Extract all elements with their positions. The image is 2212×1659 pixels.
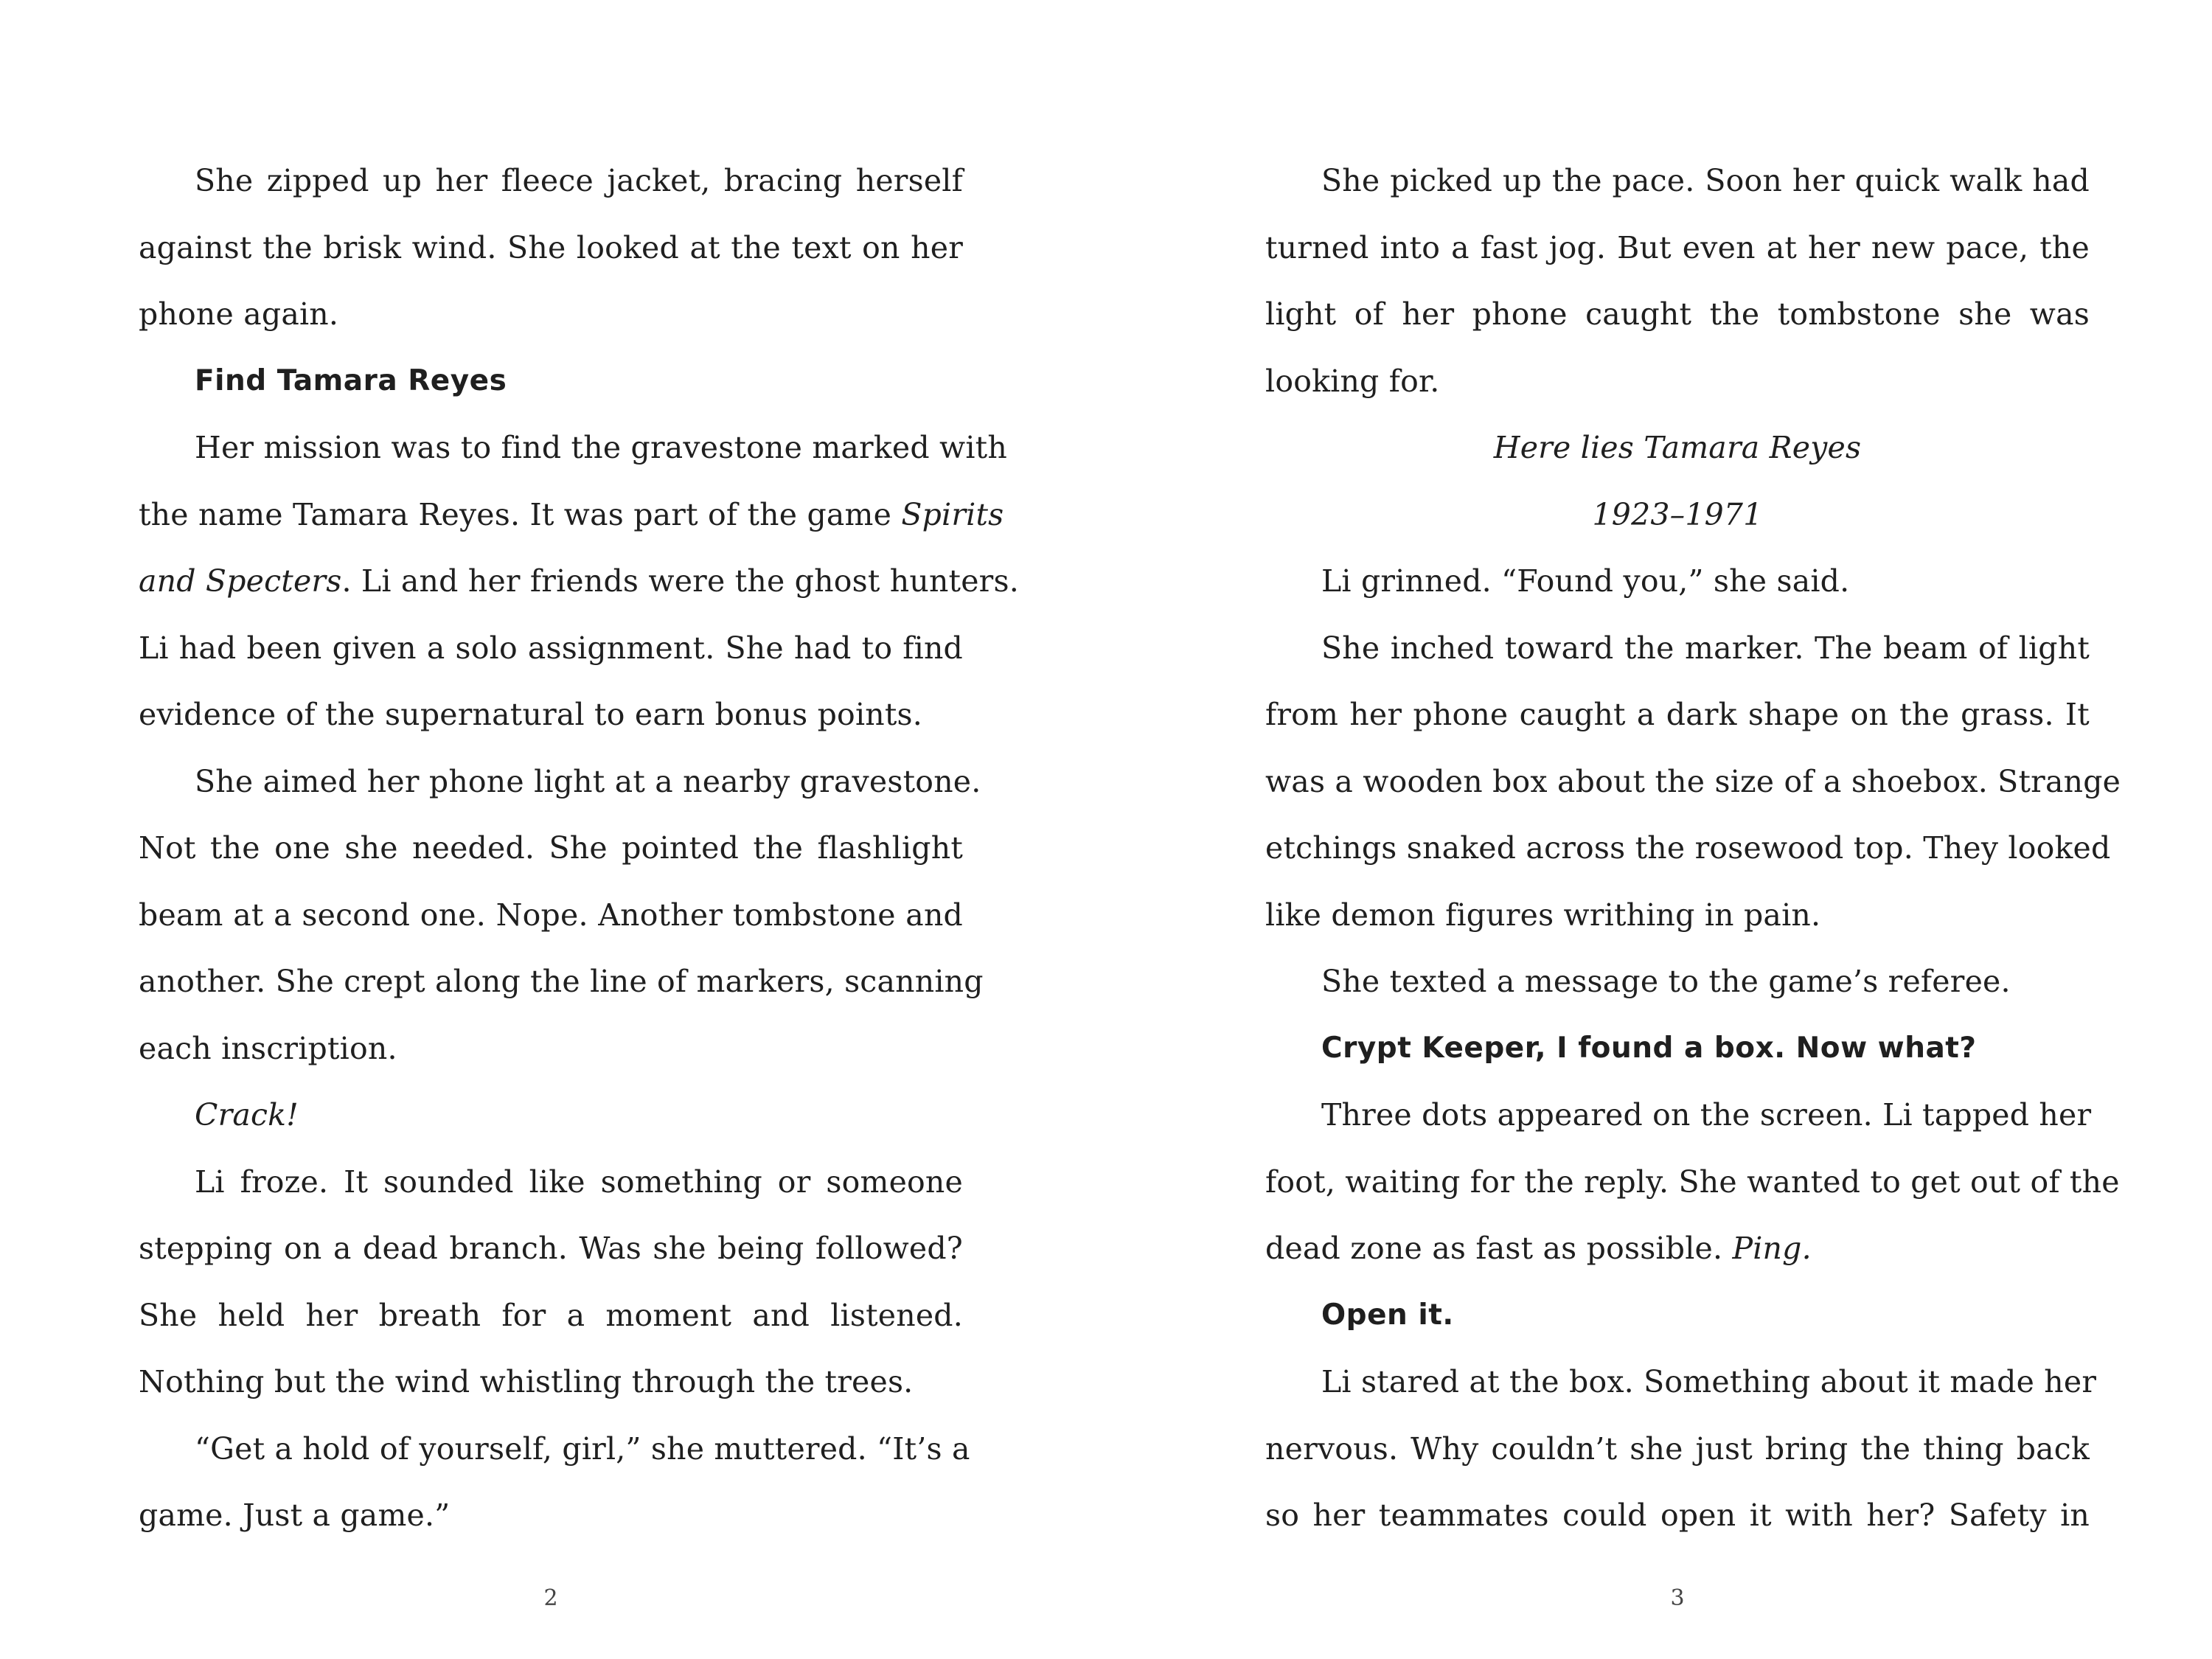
text-line: so her teammates could open it with her? Safety in (1265, 1498, 2090, 1533)
text-line: She texted a message to the game’s referee. (1321, 964, 2011, 999)
text-line: Li had been given a solo assignment. She had to find (139, 630, 963, 666)
text-line: each inscription. (139, 1030, 397, 1066)
text-message: Find Tamara Reyes (195, 364, 507, 397)
text-line: phone again. (139, 296, 339, 332)
text-span: . Li and her friends were the ghost hunters. (341, 563, 1019, 599)
text-line: She picked up the pace. Soon her quick walk had (1321, 163, 2090, 198)
text-span: dead zone as fast as possible. (1265, 1231, 1733, 1266)
tombstone-dates: 1923–1971 (1592, 496, 1763, 532)
text-line: turned into a fast jog. But even at her new pace, the (1265, 229, 2090, 265)
text-line: Nothing but the wind whistling through the trees. (139, 1364, 914, 1399)
text-line: foot, waiting for the reply. She wanted to get out of the (1265, 1164, 2120, 1200)
text-message: Crypt Keeper, I found a box. Now what? (1321, 1031, 1977, 1065)
text-line: from her phone caught a dark shape on the grass. It (1265, 697, 2090, 732)
left-page (139, 147, 1019, 1549)
text-line: like demon figures writhing in pain. (1265, 897, 1821, 933)
text-line: She held her breath for a moment and listened. (139, 1297, 963, 1333)
text-line: evidence of the supernatural to earn bonus points. (139, 697, 923, 732)
page-number: 3 (1670, 1585, 1685, 1611)
text-line (139, 481, 1004, 549)
text-line: was a wooden box about the size of a shoebox. Strange (1265, 763, 2121, 799)
text-line: nervous. Why couldn’t she just bring the thing back (1265, 1430, 2090, 1467)
text-span: the name Tamara Reyes. It was part of the game (139, 496, 902, 532)
sound-effect-italic: Ping. (1732, 1231, 1812, 1266)
text-line (1265, 1215, 2090, 1282)
tombstone-inscription: Here lies Tamara Reyes (1493, 430, 1862, 465)
text-line: stepping on a dead branch. Was she being followed? (139, 1231, 963, 1266)
text-line (139, 548, 1019, 615)
game-title-italic: Spirits (901, 496, 1004, 532)
text-line: Li stared at the box. Something about it made her (1321, 1364, 2097, 1399)
text-line: looking for. (1265, 363, 1440, 399)
text-line: etchings snaked across the rosewood top. They looked (1265, 830, 2111, 866)
sound-effect-italic: Crack! (195, 1097, 299, 1133)
text-line: Three dots appeared on the screen. Li tapped her (1321, 1097, 2092, 1133)
text-line: another. She crept along the line of markers, scanning (139, 964, 984, 999)
text-line: “Get a hold of yourself, girl,” she muttered. “It’s a (195, 1430, 970, 1467)
text-line: beam at a second one. Nope. Another tombstone and (139, 897, 963, 933)
text-line: against the brisk wind. She looked at the text on her (139, 229, 963, 265)
text-line: Li froze. It sounded like something or someone (195, 1164, 963, 1200)
text-line: light of her phone caught the tombstone she was (1265, 296, 2090, 332)
text-line: She zipped up her fleece jacket, bracing herself (195, 163, 963, 198)
text-line: She inched toward the marker. The beam of light (1321, 630, 2090, 666)
text-line: Not the one she needed. She pointed the flashlight (139, 830, 963, 866)
text-line: She aimed her phone light at a nearby gravestone. (195, 763, 981, 799)
text-line: Li grinned. “Found you,” she said. (1321, 563, 1850, 599)
game-title-italic: and Specters (139, 563, 342, 599)
text-line: game. Just a game.” (139, 1498, 451, 1533)
text-message: Open it. (1321, 1298, 1454, 1332)
text-line: Her mission was to find the gravestone marked with (195, 430, 1007, 465)
right-page (1265, 147, 2121, 1549)
page-number: 2 (543, 1585, 558, 1611)
